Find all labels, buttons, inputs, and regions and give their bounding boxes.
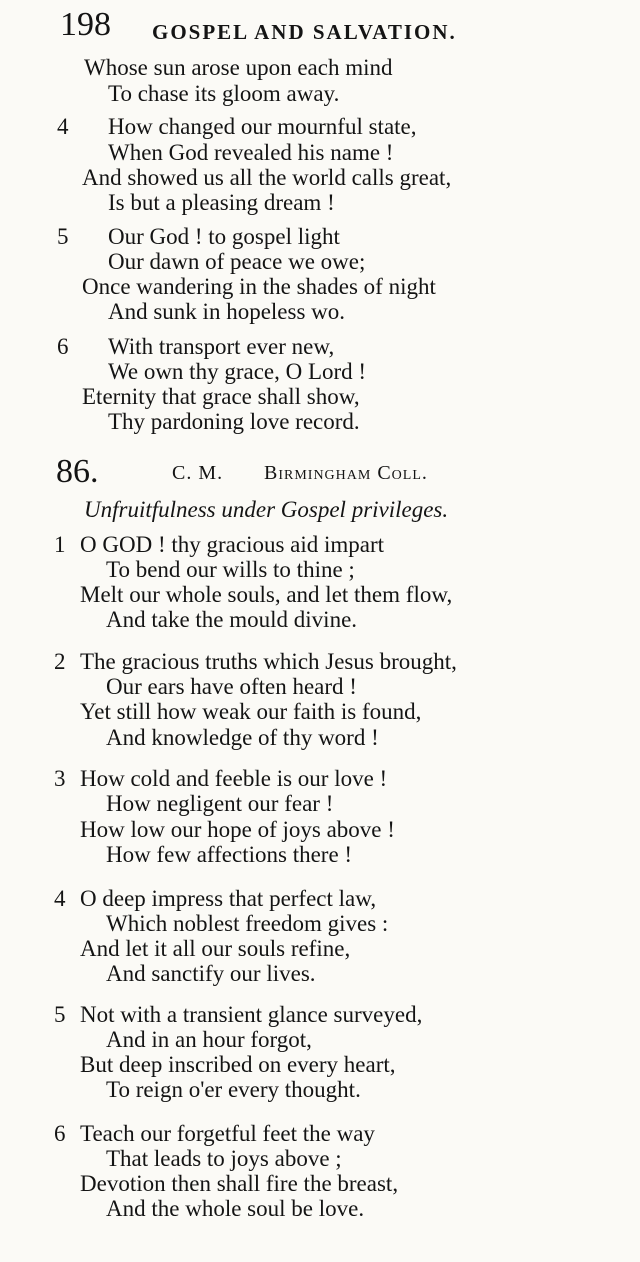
verse-line: And let it all our souls refine, <box>80 936 351 961</box>
verse-line: We own thy grace, O Lord ! <box>108 359 367 384</box>
verse-line: Whose sun arose upon each mind <box>84 55 393 80</box>
verse-line: With transport ever new, <box>108 334 335 359</box>
verse-line: And sunk in hopeless wo. <box>108 299 346 324</box>
verse-line: That leads to joys above ; <box>106 1146 342 1171</box>
stanza-number: 6 <box>54 1121 66 1146</box>
verse-line: And knowledge of thy word ! <box>106 725 379 750</box>
hymn-number: 86. <box>56 453 99 490</box>
verse-line: To reign o'er every thought. <box>106 1077 361 1102</box>
verse-line: Not with a transient glance surveyed, <box>80 1002 423 1027</box>
verse-line: How few affections there ! <box>106 842 353 867</box>
running-title: GOSPEL AND SALVATION. <box>152 20 457 44</box>
verse-line: But deep inscribed on every heart, <box>80 1052 396 1077</box>
verse-line: To bend our wills to thine ; <box>106 557 355 582</box>
verse-line: To chase its gloom away. <box>108 81 340 106</box>
verse-line: Teach our forgetful feet the way <box>80 1121 375 1146</box>
verse-line: And take the mould divine. <box>106 607 358 632</box>
hymn-subtitle: Unfruitfulness under Gospel privileges. <box>84 497 449 522</box>
verse-line: And in an hour forgot, <box>106 1027 312 1052</box>
stanza-number: 2 <box>54 649 66 674</box>
verse-line: And showed us all the world calls great, <box>82 165 452 190</box>
verse-line: Thy pardoning love record. <box>108 409 360 434</box>
verse-line: Which noblest freedom gives : <box>106 911 389 936</box>
verse-line: Melt our whole souls, and let them flow, <box>80 582 453 607</box>
verse-line: Our dawn of peace we owe; <box>108 249 366 274</box>
verse-line: Yet still how weak our faith is found, <box>80 699 422 724</box>
stanza-number: 5 <box>54 1002 66 1027</box>
verse-line: How cold and feeble is our love ! <box>80 766 388 791</box>
verse-line: Once wandering in the shades of night <box>82 274 436 299</box>
verse-line: And sanctify our lives. <box>106 961 316 986</box>
verse-line: The gracious truths which Jesus brought, <box>80 649 457 674</box>
verse-line: How low our hope of joys above ! <box>80 817 395 842</box>
verse-line: Is but a pleasing dream ! <box>108 190 335 215</box>
verse-line: Our God ! to gospel light <box>108 224 340 249</box>
stanza-number: 4 <box>54 886 66 911</box>
verse-line: How changed our mournful state, <box>108 114 417 139</box>
stanza-number: 1 <box>54 532 66 557</box>
stanza-number: 3 <box>54 766 66 791</box>
page-number: 198 <box>60 6 111 43</box>
verse-line: When God revealed his name ! <box>108 140 394 165</box>
verse-line: O GOD ! thy gracious aid impart <box>80 532 385 557</box>
verse-line: Devotion then shall fire the breast, <box>80 1171 399 1196</box>
hymn-meter: C. M. <box>172 462 224 484</box>
verse-line: And the whole soul be love. <box>106 1196 365 1221</box>
hymn-tune: Birmingham Coll. <box>264 462 428 484</box>
verse-line: O deep impress that perfect law, <box>80 886 377 911</box>
verse-line: Our ears have often heard ! <box>106 674 357 699</box>
stanza-number: 5 <box>57 224 69 249</box>
verse-line: Eternity that grace shall show, <box>82 384 360 409</box>
stanza-number: 4 <box>57 114 69 139</box>
stanza-number: 6 <box>57 334 69 359</box>
verse-line: How negligent our fear ! <box>106 791 334 816</box>
